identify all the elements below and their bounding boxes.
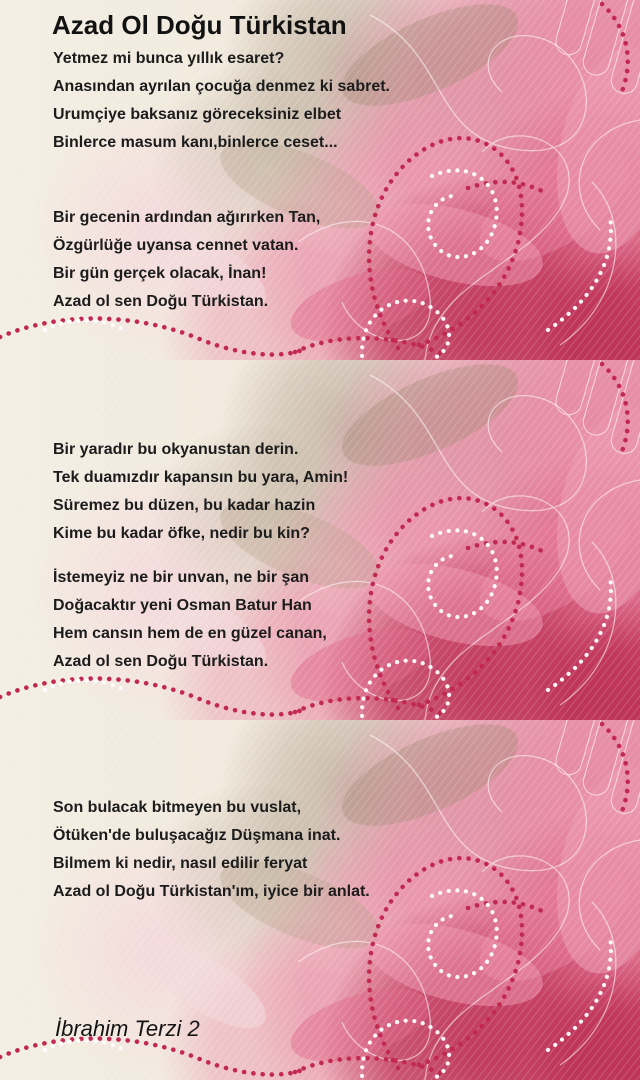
poem-line: Bilmem ki nedir, nasıl edilir feryat [53, 855, 308, 872]
poem-line: Yetmez mi bunca yıllık esaret? [53, 50, 285, 67]
poem-line: Azad ol Doğu Türkistan'ım, iyice bir anlat. [53, 883, 370, 900]
poem-line: Azad ol sen Doğu Türkistan. [53, 293, 269, 310]
stanza-4 [53, 564, 327, 676]
stanza-1 [53, 45, 390, 157]
poem-line: Bir gün gerçek olacak, İnan! [53, 265, 267, 282]
poem-line: Hem cansın hem de en güzel canan, [53, 625, 327, 642]
poem-line: Binlerce masum kanı,binlerce ceset... [53, 134, 338, 151]
poem-line: Anasından ayrılan çocuğa denmez ki sabret. [53, 78, 390, 95]
poem-line: Tek duamızdır kapansın bu yara, Amin! [53, 469, 349, 486]
poem-title: Azad Ol Doğu Türkistan [52, 10, 347, 40]
poem-line: Doğacaktır yeni Osman Batur Han [53, 597, 312, 614]
poem-line: Bir gecenin ardından ağırırken Tan, [53, 209, 321, 226]
poem-line: Azad ol sen Doğu Türkistan. [53, 653, 269, 670]
poem-line: Bir yaradır bu okyanustan derin. [53, 441, 299, 458]
poem-line: Ötüken'de buluşacağız Düşmana inat. [53, 827, 341, 844]
poem-line: İstemeyiz ne bir unvan, ne bir şan [53, 569, 310, 586]
stanza-2 [53, 204, 320, 316]
poem-line: Urumçiye baksanız göreceksiniz elbet [53, 106, 342, 123]
poem-line: Son bulacak bitmeyen bu vuslat, [53, 799, 302, 816]
poem-author: İbrahim Terzi 2 [55, 1016, 200, 1041]
stanza-3 [53, 436, 348, 548]
poem-line: Özgürlüğe uyansa cennet vatan. [53, 237, 299, 254]
stanza-5 [53, 794, 370, 906]
poem-line: Süremez bu düzen, bu kadar hazin [53, 497, 316, 514]
poem-line: Kime bu kadar öfke, nedir bu kin? [53, 525, 310, 542]
